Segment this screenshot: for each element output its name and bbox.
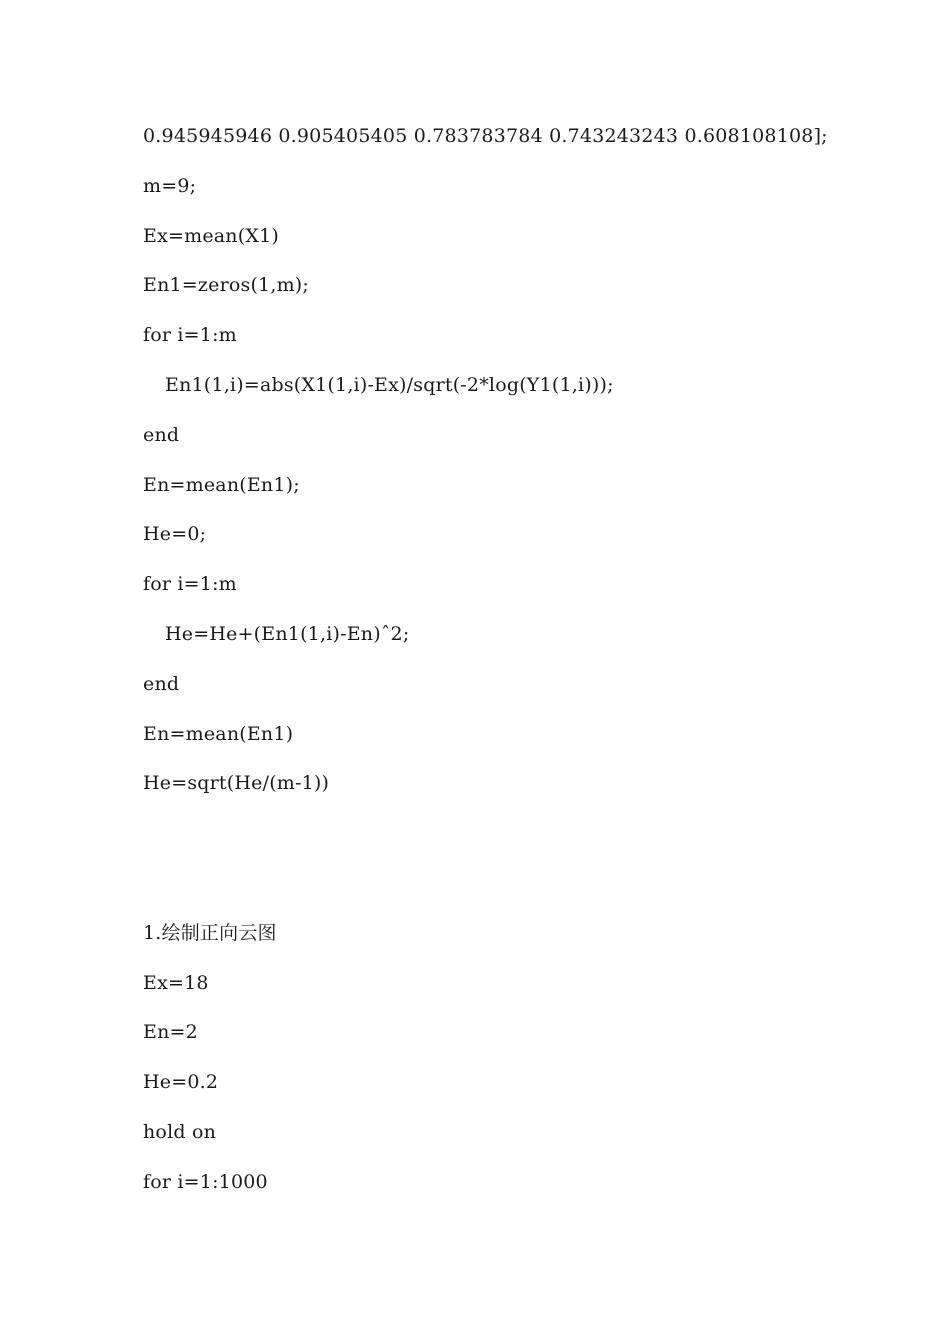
code-line: He=0.2 [143,1071,219,1094]
code-line: He=0; [143,523,207,546]
code-line: Ex=mean(X1) [143,224,279,247]
code-line: hold on [143,1120,217,1143]
code-line: 0.945945946 0.905405405 0.783783784 0.743243243 0.608108108]; [143,125,828,147]
code-line: En=mean(En1) [143,722,294,745]
code-line: En1=zeros(1,m); [143,274,310,297]
code-line: for i=1:1000 [143,1170,268,1193]
code-line: He=sqrt(He/(m-1)) [143,772,330,795]
code-line: for i=1:m [143,324,237,347]
code-line: end [143,423,180,446]
blank-line [143,865,903,915]
code-line: He=He+(En1(1,i)-En)ˆ2; [165,622,410,645]
code-line: En1(1,i)=abs(X1(1,i)-Ex)/sqrt(-2*log(Y1(1,i))); [165,373,614,396]
code-line: for i=1:m [143,573,237,596]
blank-line [143,815,903,865]
code-line: end [143,672,180,695]
code-line: m=9; [143,174,197,197]
code-line: Ex=18 [143,971,209,994]
document-content [143,118,903,1214]
code-line: En=2 [143,1021,198,1044]
section-heading: 1.绘制正向云图 [143,921,277,944]
code-line: En=mean(En1); [143,473,300,496]
